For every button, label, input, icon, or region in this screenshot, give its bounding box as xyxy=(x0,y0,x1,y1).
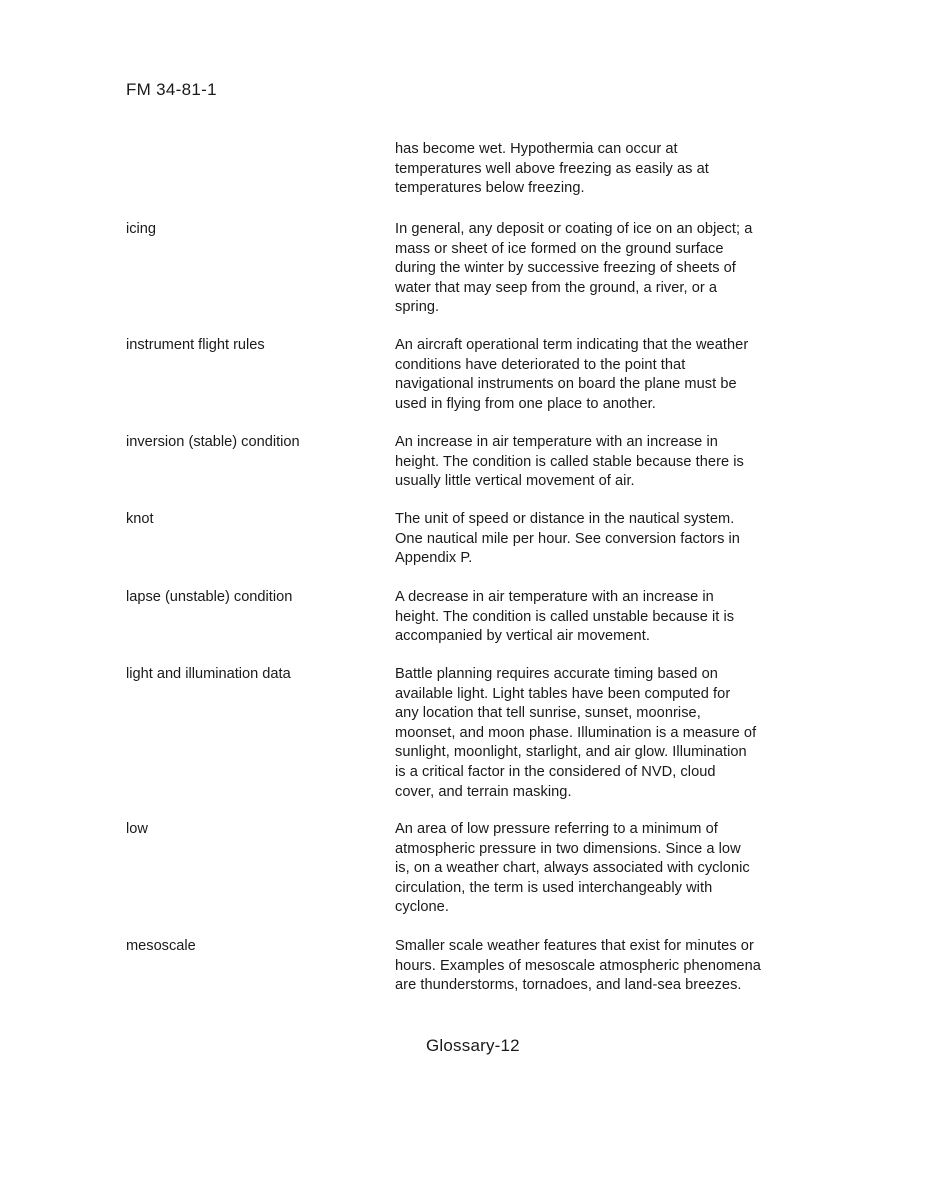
definition-line: available light. Light tables have been computed for xyxy=(395,685,731,702)
definition-line: An increase in air temperature with an increase in xyxy=(395,434,718,450)
definition-line: mass or sheet of ice formed on the ground surface xyxy=(395,240,724,257)
definition-line: circulation, the term is used interchangeably with xyxy=(395,879,713,896)
definition-line: Appendix P. xyxy=(395,550,473,567)
definition-line: Smaller scale weather features that exist for minutes or xyxy=(395,938,754,954)
glossary-definition xyxy=(395,665,835,802)
definition-line: is a critical factor in the considered of NVD, cloud xyxy=(395,763,716,780)
glossary-term: icing xyxy=(126,221,157,237)
glossary-definition xyxy=(395,433,835,492)
definition-line: Battle planning requires accurate timing based on xyxy=(395,666,718,682)
glossary-term: instrument flight rules xyxy=(126,337,265,353)
glossary-term: inversion (stable) condition xyxy=(126,434,300,450)
definition-line: is, on a weather chart, always associated with cyclonic xyxy=(395,860,750,877)
definition-line: In general, any deposit or coating of ice on an object; a xyxy=(395,221,753,237)
glossary-definition xyxy=(395,510,835,569)
definition-line: water that may seep from the ground, a river, or a xyxy=(395,279,718,296)
definition-line: used in flying from one place to another. xyxy=(395,395,656,412)
definition-line: cyclone. xyxy=(395,899,449,916)
definition-line: has become wet. Hypothermia can occur at xyxy=(395,141,678,157)
glossary-definition xyxy=(395,820,835,918)
glossary-term: lapse (unstable) condition xyxy=(126,589,293,605)
definition-line: temperatures well above freezing as easily as at xyxy=(395,160,709,177)
definition-line: atmospheric pressure in two dimensions. Since a low xyxy=(395,840,741,857)
definition-line: navigational instruments on board the plane must be xyxy=(395,376,737,393)
definition-line: temperatures below freezing. xyxy=(395,180,585,197)
definition-line: The unit of speed or distance in the nautical system. xyxy=(395,511,735,527)
definition-line: accompanied by vertical air movement. xyxy=(395,628,650,645)
definition-line: any location that tell sunrise, sunset, moonrise, xyxy=(395,705,701,722)
glossary-definition xyxy=(395,588,835,647)
glossary-term: knot xyxy=(126,511,154,527)
definition-line: spring. xyxy=(395,299,440,316)
glossary-definition xyxy=(395,336,835,414)
definition-line: height. The condition is called unstable because it is xyxy=(395,608,735,625)
glossary-term: light and illumination data xyxy=(126,666,291,682)
definition-line: height. The condition is called stable because there is xyxy=(395,453,744,470)
continuation-definition xyxy=(395,140,835,199)
definition-line: An area of low pressure referring to a minimum of xyxy=(395,821,718,837)
definition-line: are thunderstorms, tornadoes, and land-sea breezes. xyxy=(395,977,742,994)
glossary-definition xyxy=(395,937,835,996)
definition-line: moonset, and moon phase. Illumination is a measure of xyxy=(395,724,757,741)
definition-line: conditions have deteriorated to the point that xyxy=(395,356,686,373)
definition-line: An aircraft operational term indicating that the weather xyxy=(395,337,749,353)
glossary-definition xyxy=(395,220,835,318)
definition-line: usually little vertical movement of air. xyxy=(395,473,635,490)
definition-line: during the winter by successive freezing of sheets of xyxy=(395,260,736,277)
definition-line: One nautical mile per hour. See conversion factors in xyxy=(395,530,740,547)
definition-line: sunlight, moonlight, starlight, and air glow. Illumination xyxy=(395,744,747,761)
glossary-term: mesoscale xyxy=(126,938,196,954)
definition-line: A decrease in air temperature with an increase in xyxy=(395,589,714,605)
page-number: Glossary-12 xyxy=(426,1036,520,1055)
definition-line: cover, and terrain masking. xyxy=(395,783,572,800)
page-header-code: FM 34-81-1 xyxy=(126,80,217,99)
glossary-term: low xyxy=(126,821,148,837)
definition-line: hours. Examples of mesoscale atmospheric phenomena xyxy=(395,957,761,974)
